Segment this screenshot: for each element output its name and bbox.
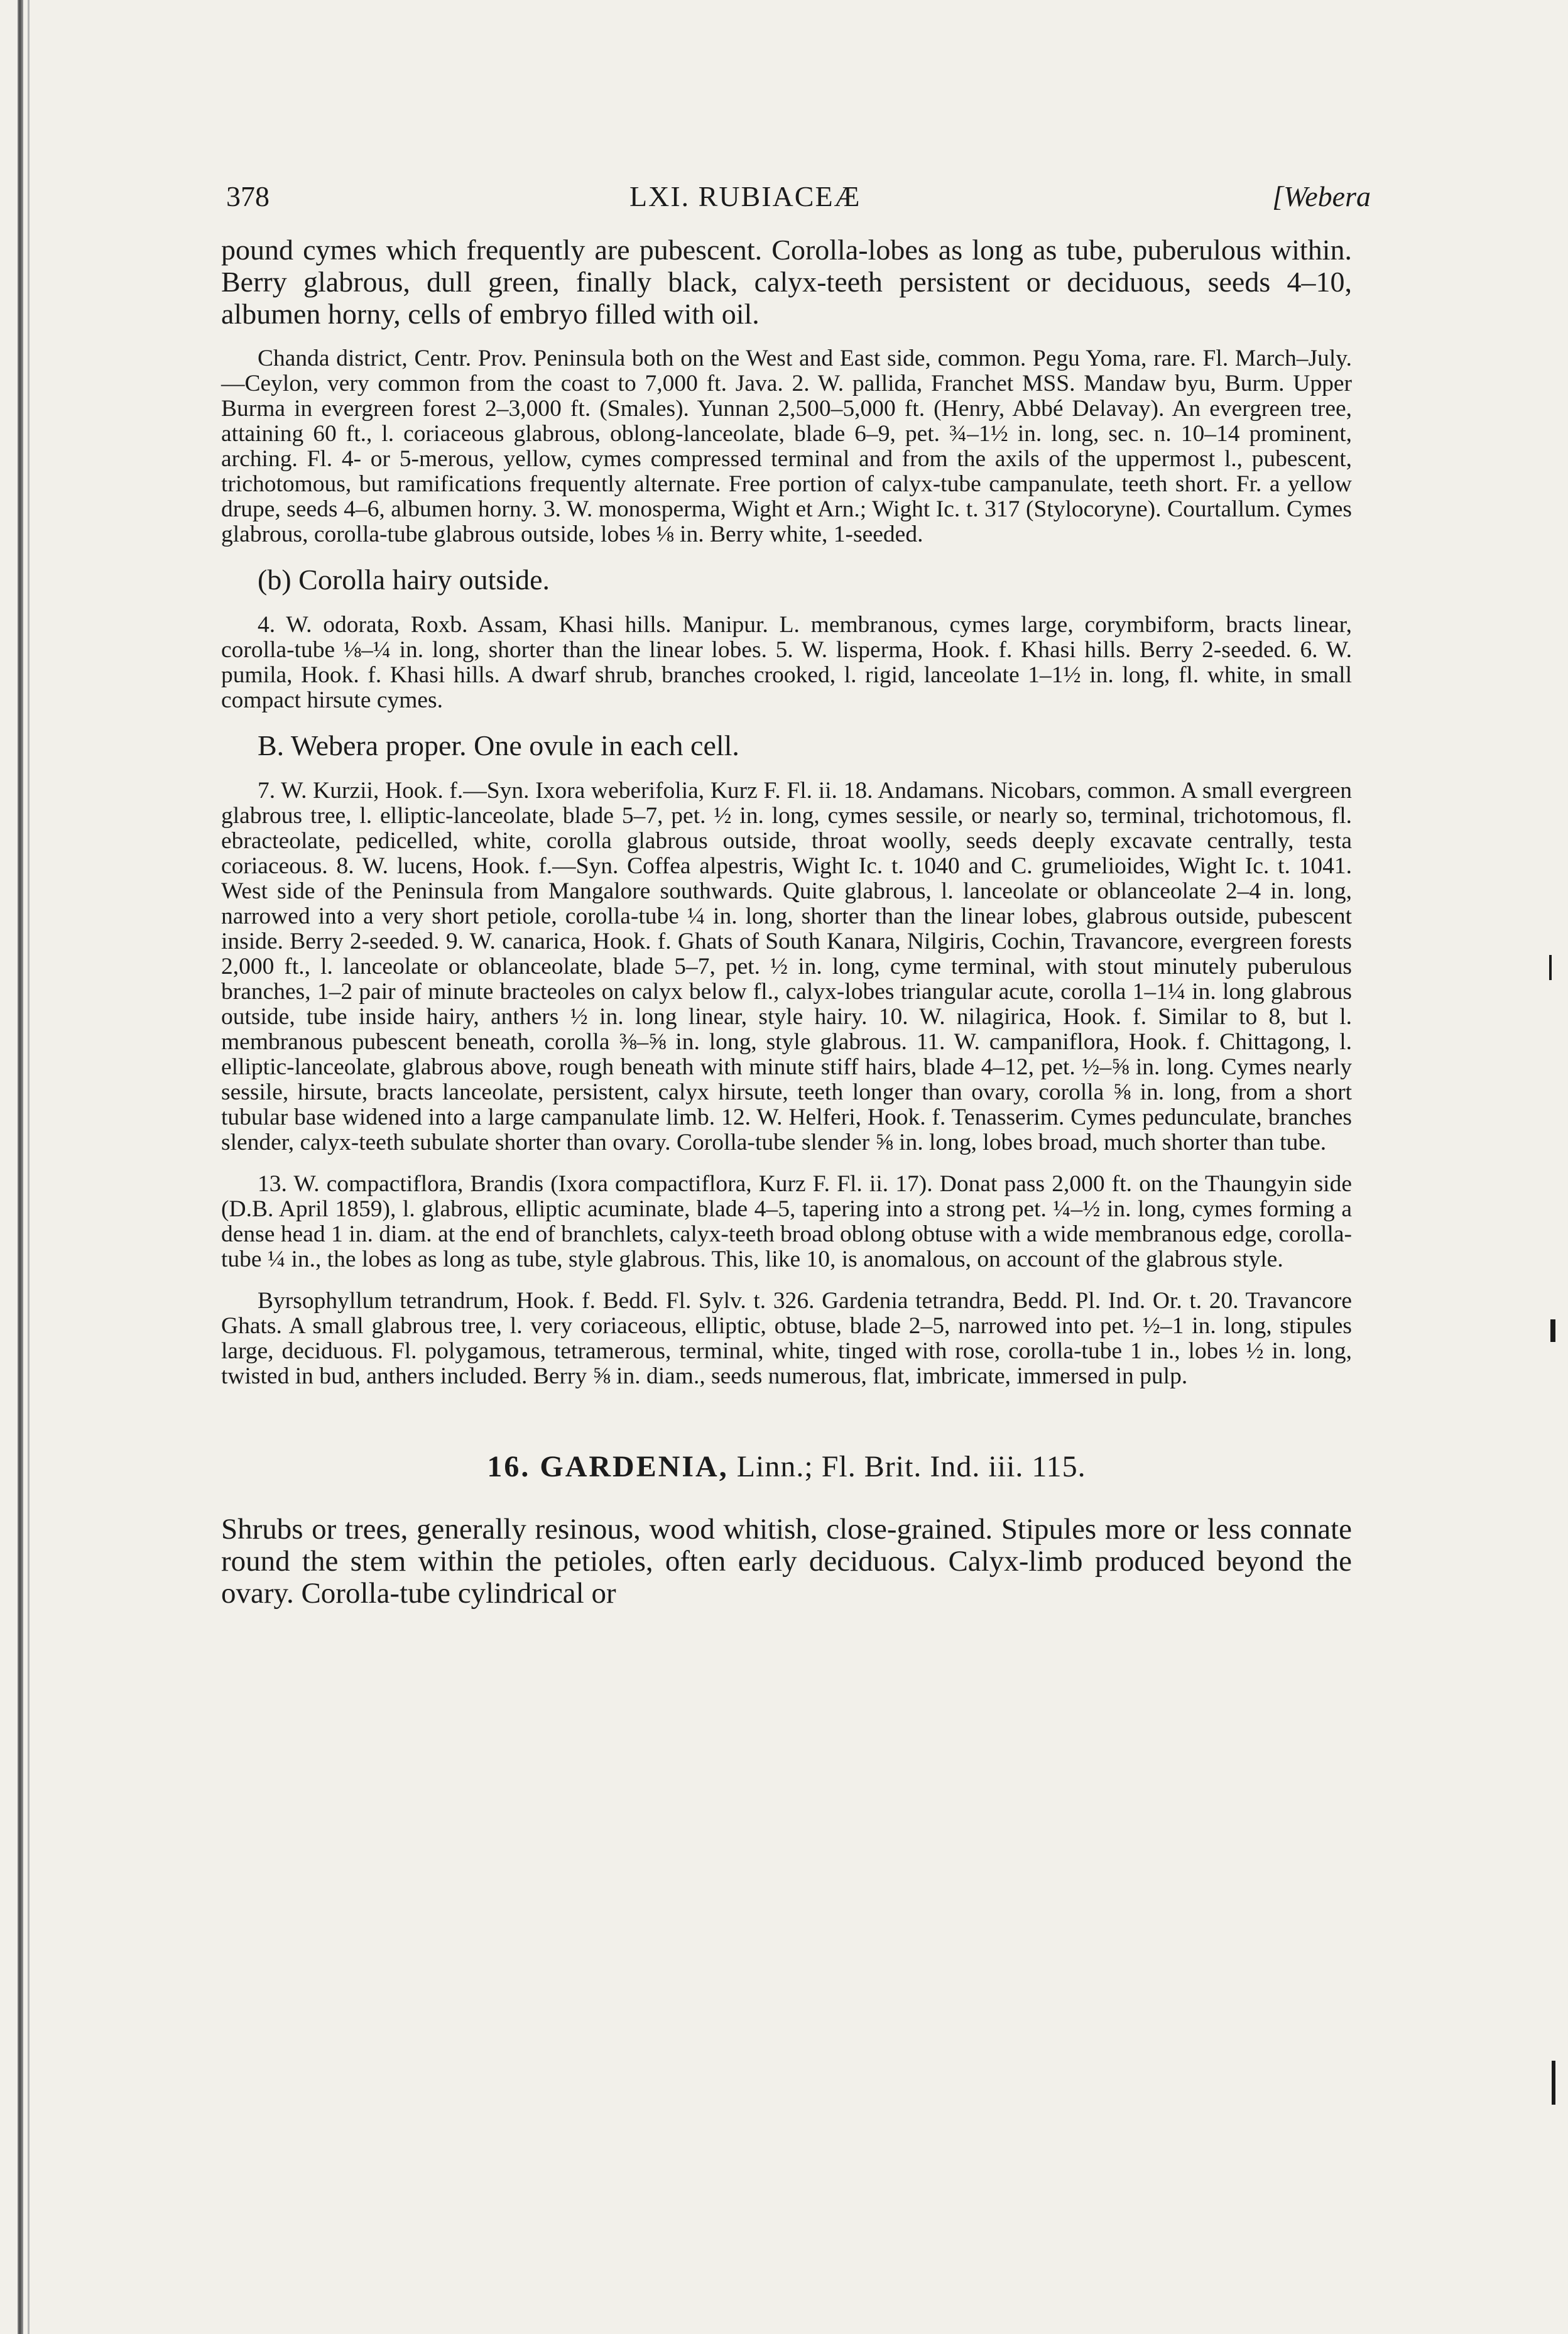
running-header [221, 180, 1371, 220]
genus-heading [221, 1449, 1352, 1485]
subheading-b: (b) Corolla hairy outside. [258, 564, 550, 596]
margin-mark [1550, 1319, 1555, 1342]
intro-paragraph: pound cymes which frequently are pubescent. Corolla-lobes as long as tube, puberulous within. Berry glabrous, dull green, finally black, calyx-teeth persistent or deciduous, seeds 4–10, albumen horny, cells of embryo filled with oil. [221, 234, 1352, 330]
species-paragraph-1: Chanda district, Centr. Prov. Peninsula both on the West and East side, common. Pegu Yoma, rare. Fl. March–July.—Ceylon, very common from the coast to 7,000 ft. Java. 2. W. pallida, Franchet MSS. Mandaw byu, Burm. Upper Burma in evergreen forest 2–3,000 ft. (Smales). Yunnan 2,500–5,000 ft. (Henry, Abbé Delavay). An evergreen tree, attaining 60 ft., l. coriaceous glabrous, oblong-lanceolate, blade 6–9, pet. ¾–1½ in. long, sec. n. 10–14 prominent, arching. Fl. 4- or 5-merous, yellow, cymes compressed terminal and from the axils of the uppermost l., pubescent, trichotomous, but ramifications frequently alternate. Free portion of calyx-tube campanulate, teeth short. Fr. a yellow drupe, seeds 4–6, albumen horny. 3. W. monosperma, Wight et Arn.; Wight Ic. t. 317 (Stylocoryne). Courtallum. Cymes glabrous, corolla-tube glabrous outside, lobes ⅛ in. Berry white, 1-seeded. [221, 346, 1352, 547]
species-paragraph-2: 4. W. odorata, Roxb. Assam, Khasi hills. Manipur. L. membranous, cymes large, corymbiform, bracts linear, corolla-tube ⅛–¼ in. long, shorter than the linear lobes. 5. W. lisperma, Hook. f. Khasi hills. Berry 2-seeded. 6. W. pumila, Hook. f. Khasi hills. A dwarf shrub, branches crooked, l. rigid, lanceolate 1–1½ in. long, fl. white, in small compact hirsute cymes. [221, 612, 1352, 713]
family-title: LXI. RUBIACEÆ [629, 180, 861, 212]
subheading-webera-proper: B. Webera proper. One ovule in each cell. [258, 729, 739, 761]
book-gutter-line [28, 0, 30, 2334]
byrsophyllum-paragraph: Byrsophyllum tetrandrum, Hook. f. Bedd. Fl. Sylv. t. 326. Gardenia tetrandra, Bedd. Pl. Ind. Or. t. 20. Travancore Ghats. A small glabrous tree, l. very coriaceous, elliptic, obtuse, blade 2–5, narrowed into pet. ½–1 in. long, stipules large, deciduous. Fl. polygamous, tetramerous, terminal, white, tinged with rose, corolla-tube 1 in., lobes ½ in. long, twisted in bud, anthers included. Berry ⅝ in. diam., seeds numerous, flat, imbricate, immersed in pulp. [221, 1288, 1352, 1389]
species-paragraph-3: 7. W. Kurzii, Hook. f.—Syn. Ixora weberifolia, Kurz F. Fl. ii. 18. Andamans. Nicobars, common. A small evergreen glabrous tree, l. elliptic-lanceolate, blade 5–7, pet. ½ in. long, cymes sessile, or nearly so, terminal, trichotomous, fl. ebracteolate, pedicelled, white, corolla glabrous outside, throat woolly, seeds deeply excavate centrally, testa coriaceous. 8. W. lucens, Hook. f.—Syn. Coffea alpestris, Wight Ic. t. 1040 and C. grumelioides, Wight Ic. t. 1041. West side of the Peninsula from Mangalore southwards. Quite glabrous, l. lanceolate or oblanceolate 2–4 in. long, narrowed into a very short petiole, corolla-tube ¼ in. long, shorter than the linear lobes, glabrous outside, pubescent inside. Berry 2-seeded. 9. W. canarica, Hook. f. Ghats of South Kanara, Nilgiris, Cochin, Travancore, evergreen forests 2,000 ft., l. lanceolate or oblanceolate, blade 5–7, pet. ½ in. long, cyme terminal, with stout minutely puberulous branches, 1–2 pair of minute bracteoles on calyx below fl., calyx-lobes triangular acute, corolla 1–1¼ in. long glabrous outside, tube inside hairy, anthers ½ in. long linear, style hairy. 10. W. nilagirica, Hook. f. Similar to 8, but l. membranous pubescent beneath, corolla ⅜–⅝ in. long, style glabrous. 11. W. campaniflora, Hook. f. Chittagong, l. elliptic-lanceolate, glabrous above, rough beneath with minute stiff hairs, blade 4–12, pet. ½–⅝ in. long. Cymes nearly sessile, hirsute, bracts lanceolate, persistent, calyx hirsute, teeth longer than ovary, corolla ⅝ in. long, from a short tubular base widened into a large campanulate limb. 12. W. Helferi, Hook. f. Tenasserim. Cymes pedunculate, branches slender, calyx-teeth subulate shorter than ovary. Corolla-tube slender ⅝ in. long, lobes broad, much shorter than tube. [221, 778, 1352, 1155]
genus-authority: Linn.; Fl. Brit. Ind. iii. 115. [736, 1450, 1086, 1483]
margin-mark [1549, 955, 1552, 980]
species-paragraph-4: 13. W. compactiflora, Brandis (Ixora compactiflora, Kurz F. Fl. ii. 17). Donat pass 2,000 ft. on the Thaungyin side (D.B. April 1859), l. glabrous, elliptic acuminate, blade 4–5, tapering into a strong pet. ¼–½ in. long, cymes forming a dense head 1 in. diam. at the end of branchlets, calyx-teeth broad oblong obtuse with a wide membranous edge, corolla-tube ¼ in., the lobes as long as tube, style glabrous. This, like 10, is anomalous, on account of the glabrous style. [221, 1171, 1352, 1272]
genus-name: 16. GARDENIA, [487, 1450, 729, 1483]
margin-mark [1552, 2061, 1555, 2105]
book-spine-shadow [18, 0, 23, 2334]
page-body [221, 180, 1371, 1610]
genus-running-title: [Webera [1272, 180, 1371, 212]
genus-description: Shrubs or trees, generally resinous, wood whitish, close-grained. Stipules more or less connate round the stem within the petioles, often early deciduous. Calyx-limb produced beyond the ovary. Corolla-tube cylindrical or [221, 1513, 1352, 1610]
page-number: 378 [226, 180, 270, 212]
